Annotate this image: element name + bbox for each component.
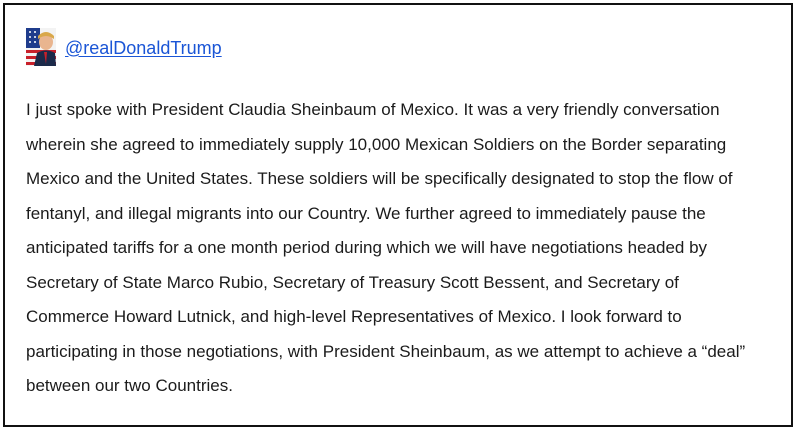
post-header [26,26,222,68]
author-handle-link[interactable]: @realDonaldTrump [65,37,222,58]
post-card [3,3,793,427]
profile-avatar-flag-icon[interactable] [26,28,56,66]
post-body-text: I just spoke with President Claudia Sheinbaum of Mexico. It was a very friendly conversation wherein she agreed to immediately supply 10,000 Mexican Soldiers on the Border separating Mexico and the United States. These soldiers will be specifically designated to stop the flow of fentanyl, and illegal migrants into our Country. We further agreed to immediately pause the anticipated tariffs for a one month period during which we will have negotiations headed by Secretary of State Marco Rubio, Secretary of Treasury Scott Bessent, and Secretary of Commerce Howard Lutnick, and high-level Representatives of Mexico. I look forward to participating in those negotiations, with President Sheinbaum, as we attempt to achieve a “deal” between our two Countries. [26,100,746,395]
